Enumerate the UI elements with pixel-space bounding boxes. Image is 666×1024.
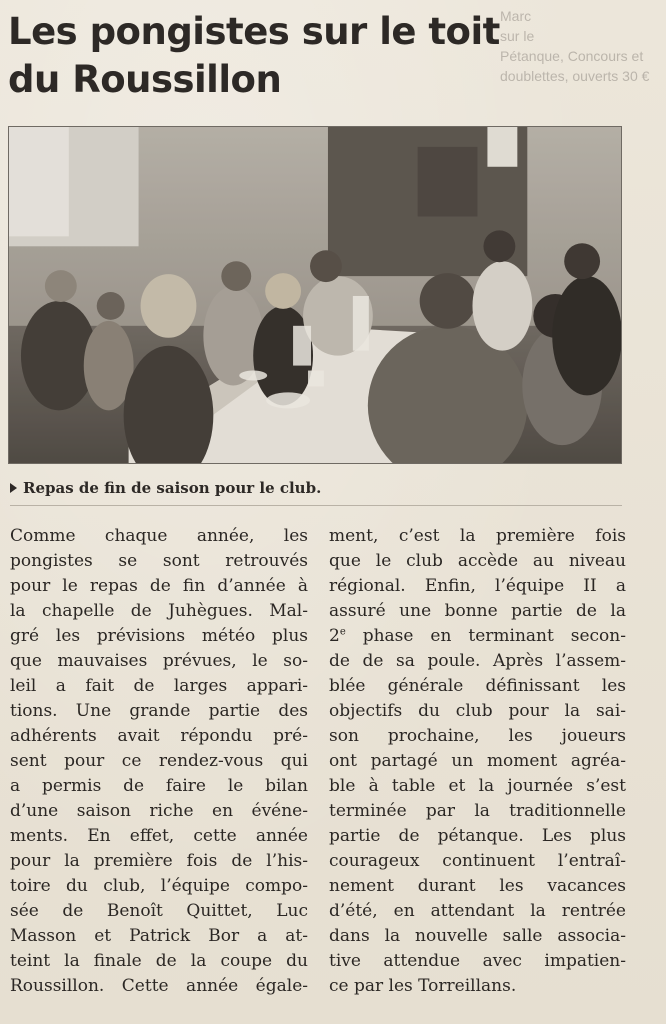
article-column-2 xyxy=(329,524,626,999)
text-line: leil a fait de larges appari- xyxy=(10,676,308,696)
text-line: sent pour ce rendez-vous qui xyxy=(10,751,308,771)
text-line: régional. Enfin, l’équipe II a xyxy=(329,576,626,596)
text-line: gré les prévisions météo plus xyxy=(10,626,308,646)
text-line: Roussillon. Cette année égale- xyxy=(10,976,308,996)
text-line: que mauvaises prévues, le so- xyxy=(10,651,308,671)
ghost-line: doublettes, ouverts 30 € xyxy=(500,68,650,84)
text-line: adhérents avait répondu pré- xyxy=(10,726,308,746)
article-photo xyxy=(8,126,622,464)
text-line: partie de pétanque. Les plus xyxy=(329,826,626,846)
text-line: courageux continuent l’entraî- xyxy=(329,851,626,871)
text-line: assuré une bonne partie de la xyxy=(329,601,626,621)
text-line: ment, c’est la première fois xyxy=(329,526,626,546)
text-line: que le club accède au niveau xyxy=(329,551,626,571)
text-line: ments. En effet, cette année xyxy=(10,826,308,846)
text-line: ont partagé un moment agréa- xyxy=(329,751,626,771)
text-line: d’une saison riche en événe- xyxy=(10,801,308,821)
text-line: pour la première fois de l’his- xyxy=(10,851,308,871)
photo-caption xyxy=(10,478,610,498)
text-line: toire du club, l’équipe compo- xyxy=(10,876,308,896)
text-line: dans la nouvelle salle associa- xyxy=(329,926,626,946)
article-headline xyxy=(8,8,568,104)
text-line: d’été, en attendant la rentrée xyxy=(329,901,626,921)
text-line: a permis de faire le bilan xyxy=(10,776,308,796)
text-line: pongistes se sont retrouvés xyxy=(10,551,308,571)
text-line: de de sa poule. Après l’assem- xyxy=(329,651,626,671)
article-column-1 xyxy=(10,524,308,999)
text-line: Masson et Patrick Bor a at- xyxy=(10,926,308,946)
headline-line-2: du Roussillon xyxy=(8,58,282,101)
text-line: Comme chaque année, les xyxy=(10,526,308,546)
text-line: tions. Une grande partie des xyxy=(10,701,308,721)
text-line: 2e phase en terminant secon- xyxy=(329,626,626,646)
text-line: sée de Benoît Quittet, Luc xyxy=(10,901,308,921)
text-line: teint la finale de la coupe du xyxy=(10,951,308,971)
text-line: tive attendue avec impatien- xyxy=(329,951,626,971)
text-line: ce par les Torreillans. xyxy=(329,976,517,996)
text-line: blée générale définissant les xyxy=(329,676,626,696)
ghost-line: sur le xyxy=(500,28,535,44)
caption-text: Repas de fin de saison pour le club. xyxy=(23,479,322,497)
photo-illustration xyxy=(9,127,621,463)
ghost-line: Marc xyxy=(500,8,532,24)
text-line: terminée par la traditionnelle xyxy=(329,801,626,821)
text-line: ble à table et la journée s’est xyxy=(329,776,626,796)
text-line: objectifs du club pour la sai- xyxy=(329,701,626,721)
caption-arrow-icon xyxy=(10,483,17,493)
text-line: nement durant les vacances xyxy=(329,876,626,896)
ghost-line: Pétanque, Concours et xyxy=(500,48,644,64)
caption-divider xyxy=(10,505,622,506)
text-line: son prochaine, les joueurs xyxy=(329,726,626,746)
text-line: pour le repas de fin d’année à xyxy=(10,576,308,596)
text-line: la chapelle de Juhègues. Mal- xyxy=(10,601,308,621)
headline-line-1: Les pongistes sur le toit xyxy=(8,10,500,53)
